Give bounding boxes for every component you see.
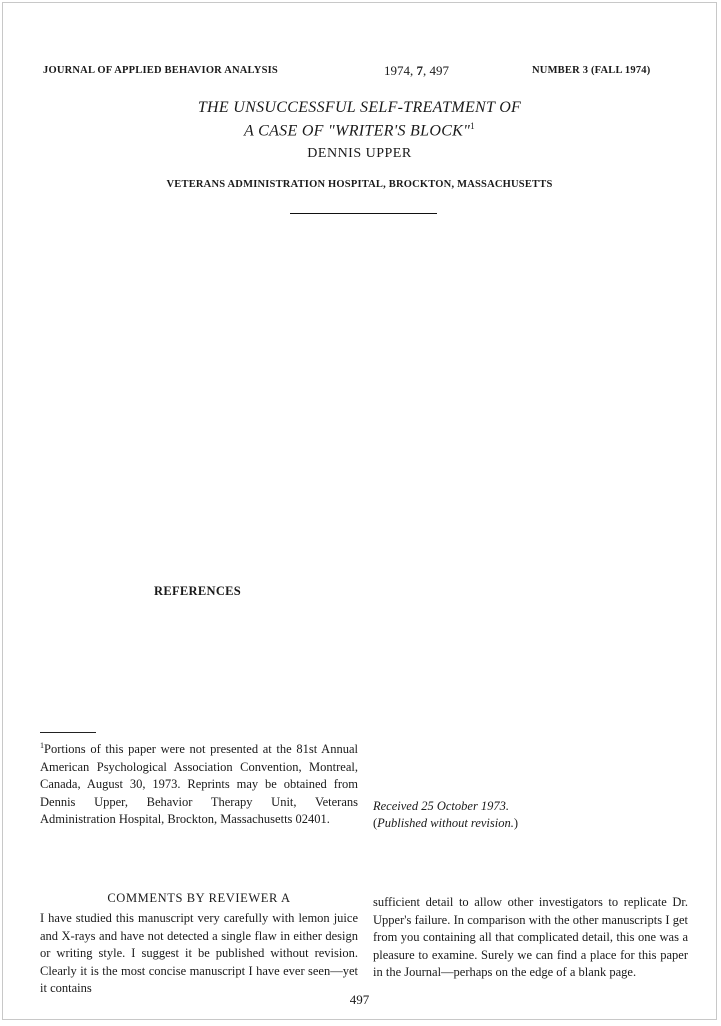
issue-info: NUMBER 3 (FALL 1974) — [532, 65, 651, 76]
title-footnote-mark: 1 — [470, 121, 475, 131]
citation — [384, 63, 449, 79]
page-number: 497 — [349, 992, 370, 1007]
references-heading: REFERENCES — [154, 584, 242, 598]
title-divider — [290, 213, 437, 214]
article-title-line-2 — [3, 117, 716, 140]
article-title-text: A CASE OF "WRITER'S BLOCK" — [244, 122, 471, 140]
footnote-divider — [40, 732, 96, 733]
footnote — [40, 737, 358, 829]
citation-page: , 497 — [423, 63, 449, 78]
journal-page — [2, 2, 717, 1020]
publication-note-close: ) — [513, 816, 519, 830]
publication-note-text: Published without revision. — [377, 816, 514, 830]
journal-name: JOURNAL OF APPLIED BEHAVIOR ANALYSIS — [43, 65, 278, 76]
reviewer-comment-left-column: I have studied this manuscript very carefully with lemon juice and X-rays and have not detected a single flaw in either design or writing style. I suggest it be published without revision. Clearly it is the most concise manuscript I have ever seen—yet it contains — [40, 911, 358, 995]
author-affiliation: VETERANS ADMINISTRATION HOSPITAL, BROCKTON, MASSACHUSETTS — [166, 179, 553, 190]
publication-note-open: ( — [373, 816, 378, 830]
reviewer-comment-right-column: sufficient detail to allow other investigators to replicate Dr. Upper's failure. In comparison with the other manuscripts I get from you containing all that complicated detail, this one was a pleasure to examine. Surely we can find a place for this paper in the Journal—perhaps on the edge of a blank page. — [373, 895, 688, 979]
citation-volume: 7 — [416, 63, 423, 78]
author-name: DENNIS UPPER — [307, 146, 412, 161]
publication-note — [373, 815, 518, 832]
reviewer-heading: COMMENTS BY REVIEWER A — [107, 891, 291, 905]
footnote-text: Portions of this paper were not presented at the 81st Annual American Psychological Association Convention, Montreal, Canada, August 30, 1973. Reprints may be obtained from Dennis Upper, Behavior Therapy Unit, Veterans Administration Hospital, Brockton, Massachusetts 02401. — [40, 742, 358, 827]
received-date: Received 25 October 1973. — [373, 799, 510, 813]
article-title-line-1: THE UNSUCCESSFUL SELF-TREATMENT OF — [197, 99, 522, 116]
footnote-mark: 1 — [40, 741, 44, 750]
citation-year: 1974, — [384, 63, 417, 78]
